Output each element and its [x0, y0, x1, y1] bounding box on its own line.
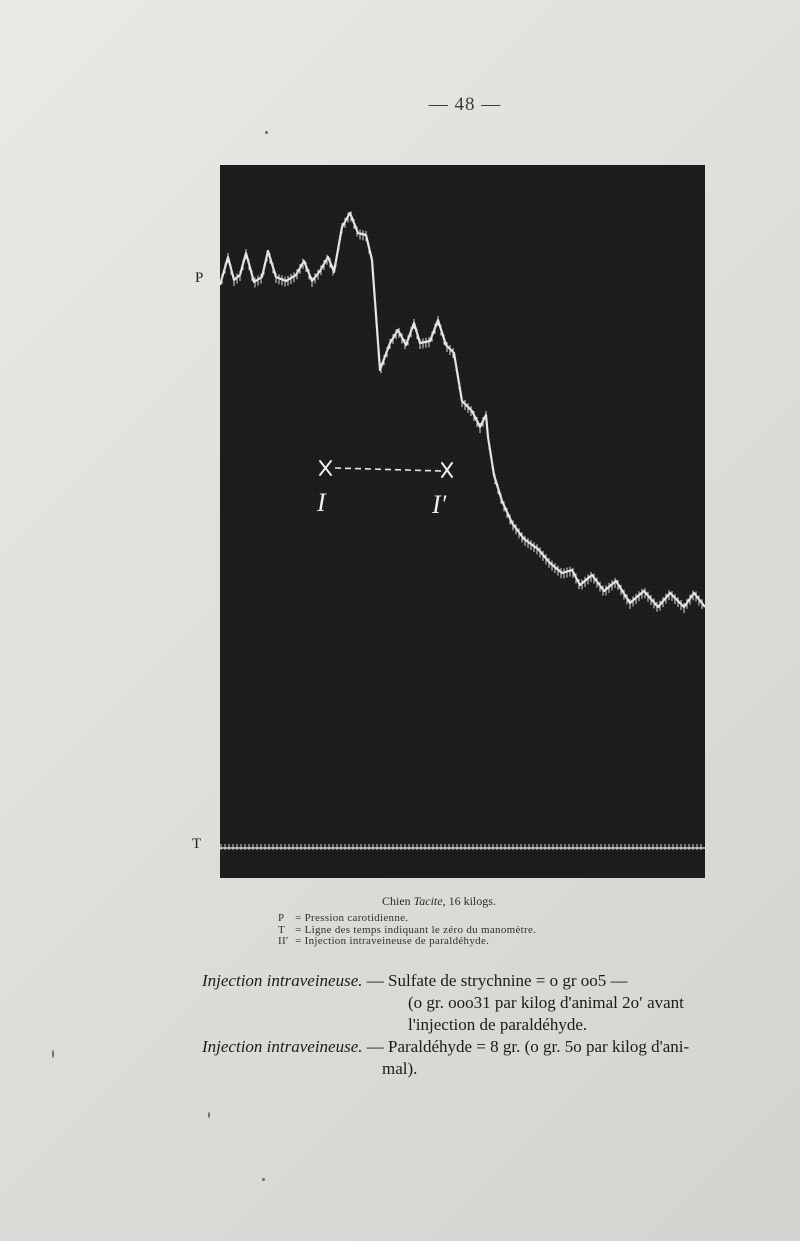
time-line-ticks — [221, 844, 701, 850]
legend-row-ii — [278, 936, 536, 948]
paragraph-strychnine — [202, 970, 720, 1036]
paragraph-paraldehyde — [202, 1036, 720, 1080]
figure-caption-title — [382, 894, 496, 909]
legend-key: II′ — [278, 935, 289, 947]
legend-key: T — [278, 923, 286, 936]
legend-text: = Ligne des temps indiquant le zéro du manomètre. — [295, 923, 537, 936]
body-text — [202, 970, 720, 1080]
legend-text: = Injection intraveineuse de paraldéhyde. — [295, 935, 490, 947]
paragraph-text: — Paraldéhyde = 8 gr. (o gr. 5o par kilog d'ani- — [362, 1037, 690, 1056]
page-number: — 48 — — [428, 94, 502, 115]
caption-title-suffix: , 16 kilogs. — [442, 894, 496, 908]
plate-background — [220, 165, 705, 878]
caption-title-prefix: Chien — [382, 894, 414, 908]
figure-legend — [278, 913, 536, 948]
paper-speck — [52, 1050, 54, 1058]
marker-label-right: I′ — [432, 490, 447, 519]
paper-speck — [265, 131, 268, 134]
kymograph-plate — [220, 165, 705, 878]
paper-speck — [262, 1178, 265, 1181]
paragraph-text: — Sulfate de strychnine = o gr oo5 — — [362, 971, 628, 990]
paragraph-line: (o gr. ooo31 par kilog d'animal 2o′ avant — [408, 993, 684, 1012]
kymograph-tracing — [220, 165, 705, 878]
paragraph-line — [202, 970, 720, 992]
marker-label-left: I — [317, 488, 326, 517]
legend-text: = Pression carotidienne. — [295, 912, 409, 924]
trace-label-p: P — [195, 270, 204, 286]
paragraph-line — [202, 1036, 720, 1058]
paragraph-line: l'injection de paraldéhyde. — [408, 1015, 588, 1034]
paragraph-label: Injection intraveineuse. — [202, 1037, 363, 1056]
legend-key: P — [278, 912, 285, 924]
trace-label-t: T — [192, 836, 202, 852]
paragraph-label: Injection intraveineuse. — [202, 971, 363, 990]
paragraph-line: mal). — [382, 1059, 418, 1078]
caption-title-italic: Tacite — [413, 894, 443, 908]
paper-speck — [208, 1112, 210, 1118]
